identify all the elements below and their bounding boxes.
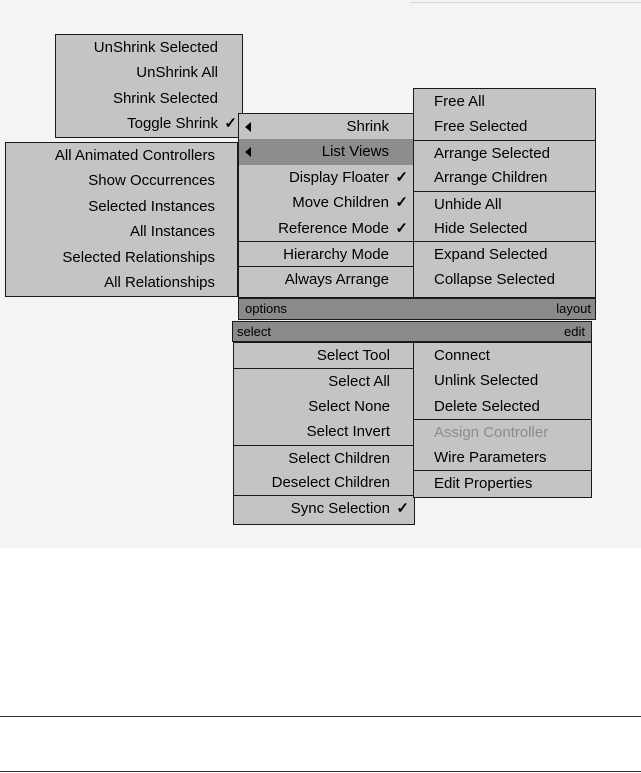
menu-item-all-instances[interactable]: [6, 219, 237, 244]
checkmark-icon: ✓: [224, 115, 237, 133]
options-menu: [238, 113, 414, 298]
menu-item-always-arrange[interactable]: [239, 266, 413, 291]
menu-item-select-invert[interactable]: [234, 419, 414, 444]
menu-item-unlink-selected[interactable]: [414, 368, 591, 393]
menu-item-label: Edit Properties: [434, 474, 533, 492]
menu-item-label: Select Tool: [316, 347, 390, 364]
page-rule-upper: [0, 716, 641, 717]
menu-item-label: Select Children: [288, 449, 390, 467]
menu-item-label: Select None: [308, 397, 390, 415]
menu-item-label: Select All: [328, 373, 390, 391]
menu-item-shrink-selected[interactable]: [56, 86, 242, 111]
menu-item-edit-properties[interactable]: [414, 470, 591, 495]
layout-bar-label[interactable]: layout: [556, 301, 591, 316]
menu-item-label: Always Arrange: [284, 271, 389, 289]
select-edit-bar: [232, 321, 592, 342]
menu-item-label: Unlink Selected: [434, 372, 539, 390]
menu-item-label: Hide Selected: [434, 219, 528, 237]
menu-item-collapse-selected[interactable]: [414, 267, 595, 292]
menu-item-label: Arrange Selected: [434, 144, 550, 162]
menu-item-label: Free All: [434, 93, 485, 110]
edit-menu: [413, 342, 592, 498]
menu-item-label: Move Children: [292, 194, 389, 212]
list-views-submenu: [5, 142, 238, 297]
layout-menu: [413, 88, 596, 298]
edit-bar-label[interactable]: edit: [564, 324, 585, 339]
menu-item-shrink[interactable]: [239, 114, 413, 139]
menu-item-sync-selection[interactable]: [234, 495, 414, 520]
menu-item-label: Shrink Selected: [112, 89, 218, 107]
menu-item-move-children[interactable]: [239, 190, 413, 215]
menu-item-expand-selected[interactable]: [414, 241, 595, 266]
page-rule-lower: [0, 771, 641, 772]
submenu-arrow-icon: [245, 122, 251, 132]
menu-item-label: Selected Relationships: [62, 248, 215, 266]
select-menu: [233, 342, 415, 525]
menu-item-unshrink-all[interactable]: [56, 60, 242, 85]
menu-item-delete-selected[interactable]: [414, 394, 591, 419]
checkmark-icon: ✓: [396, 500, 409, 518]
menu-item-label: Select Invert: [306, 423, 390, 441]
menu-item-label: All Animated Controllers: [54, 147, 215, 164]
menu-item-label: Reference Mode: [278, 219, 389, 237]
menu-item-label: Arrange Children: [434, 169, 548, 187]
menu-item-label: Shrink: [346, 118, 389, 135]
menu-item-label: Expand Selected: [434, 246, 548, 264]
menu-item-label: UnShrink Selected: [93, 39, 218, 56]
menu-item-free-selected[interactable]: [414, 114, 595, 139]
menu-item-assign-controller: [414, 419, 591, 444]
menu-item-selected-relationships[interactable]: [6, 245, 237, 270]
menu-item-all-relationships[interactable]: [6, 270, 237, 295]
menu-item-label: All Instances: [129, 223, 215, 241]
shrink-submenu: [55, 34, 243, 138]
menu-item-label: List Views: [321, 143, 389, 161]
menu-item-wire-parameters[interactable]: [414, 445, 591, 470]
options-layout-bar: [238, 298, 596, 320]
menu-item-reference-mode[interactable]: [239, 216, 413, 241]
menu-item-label: Free Selected: [434, 118, 528, 136]
menu-item-all-animated-controllers[interactable]: [6, 143, 237, 168]
menu-item-select-tool[interactable]: [234, 343, 414, 368]
checkmark-icon: ✓: [395, 168, 408, 186]
menu-item-hierarchy-mode[interactable]: [239, 241, 413, 266]
menu-item-label: Connect: [434, 347, 490, 364]
menu-item-show-occurrences[interactable]: [6, 168, 237, 193]
top-divider: [410, 2, 641, 3]
menu-item-label: Delete Selected: [434, 397, 540, 415]
menu-item-unshrink-selected[interactable]: [56, 35, 242, 60]
menu-item-deselect-children[interactable]: [234, 470, 414, 495]
menu-item-select-all[interactable]: [234, 368, 414, 393]
menu-item-label: Assign Controller: [434, 424, 549, 442]
menu-item-select-none[interactable]: [234, 394, 414, 419]
menu-item-label: UnShrink All: [136, 64, 218, 82]
menu-item-arrange-selected[interactable]: [414, 140, 595, 165]
checkmark-icon: ✓: [395, 194, 408, 212]
select-bar-label[interactable]: select: [237, 324, 271, 339]
options-bar-label[interactable]: options: [245, 301, 287, 316]
menu-item-arrange-children[interactable]: [414, 165, 595, 190]
menu-item-free-all[interactable]: [414, 89, 595, 114]
menu-item-display-floater[interactable]: [239, 165, 413, 190]
menu-item-label: Selected Instances: [88, 197, 215, 215]
menu-item-selected-instances[interactable]: [6, 194, 237, 219]
menu-item-label: Sync Selection: [290, 500, 390, 518]
menu-item-select-children[interactable]: [234, 445, 414, 470]
checkmark-icon: ✓: [395, 219, 408, 237]
menu-item-label: Wire Parameters: [434, 448, 547, 466]
menu-item-label: Show Occurrences: [88, 172, 215, 190]
menu-item-list-views[interactable]: [239, 139, 413, 164]
menu-item-label: All Relationships: [104, 273, 215, 291]
menu-item-toggle-shrink[interactable]: [56, 111, 242, 136]
menu-item-label: Collapse Selected: [434, 270, 555, 288]
menu-item-label: Deselect Children: [271, 473, 390, 491]
menu-item-hide-selected[interactable]: [414, 216, 595, 241]
menu-item-unhide-all[interactable]: [414, 191, 595, 216]
menu-item-label: Hierarchy Mode: [283, 245, 389, 263]
submenu-arrow-icon: [245, 147, 251, 157]
menu-item-connect[interactable]: [414, 343, 591, 368]
menu-item-label: Unhide All: [434, 195, 502, 213]
menu-item-label: Display Floater: [288, 168, 389, 186]
menu-item-label: Toggle Shrink: [127, 115, 218, 133]
